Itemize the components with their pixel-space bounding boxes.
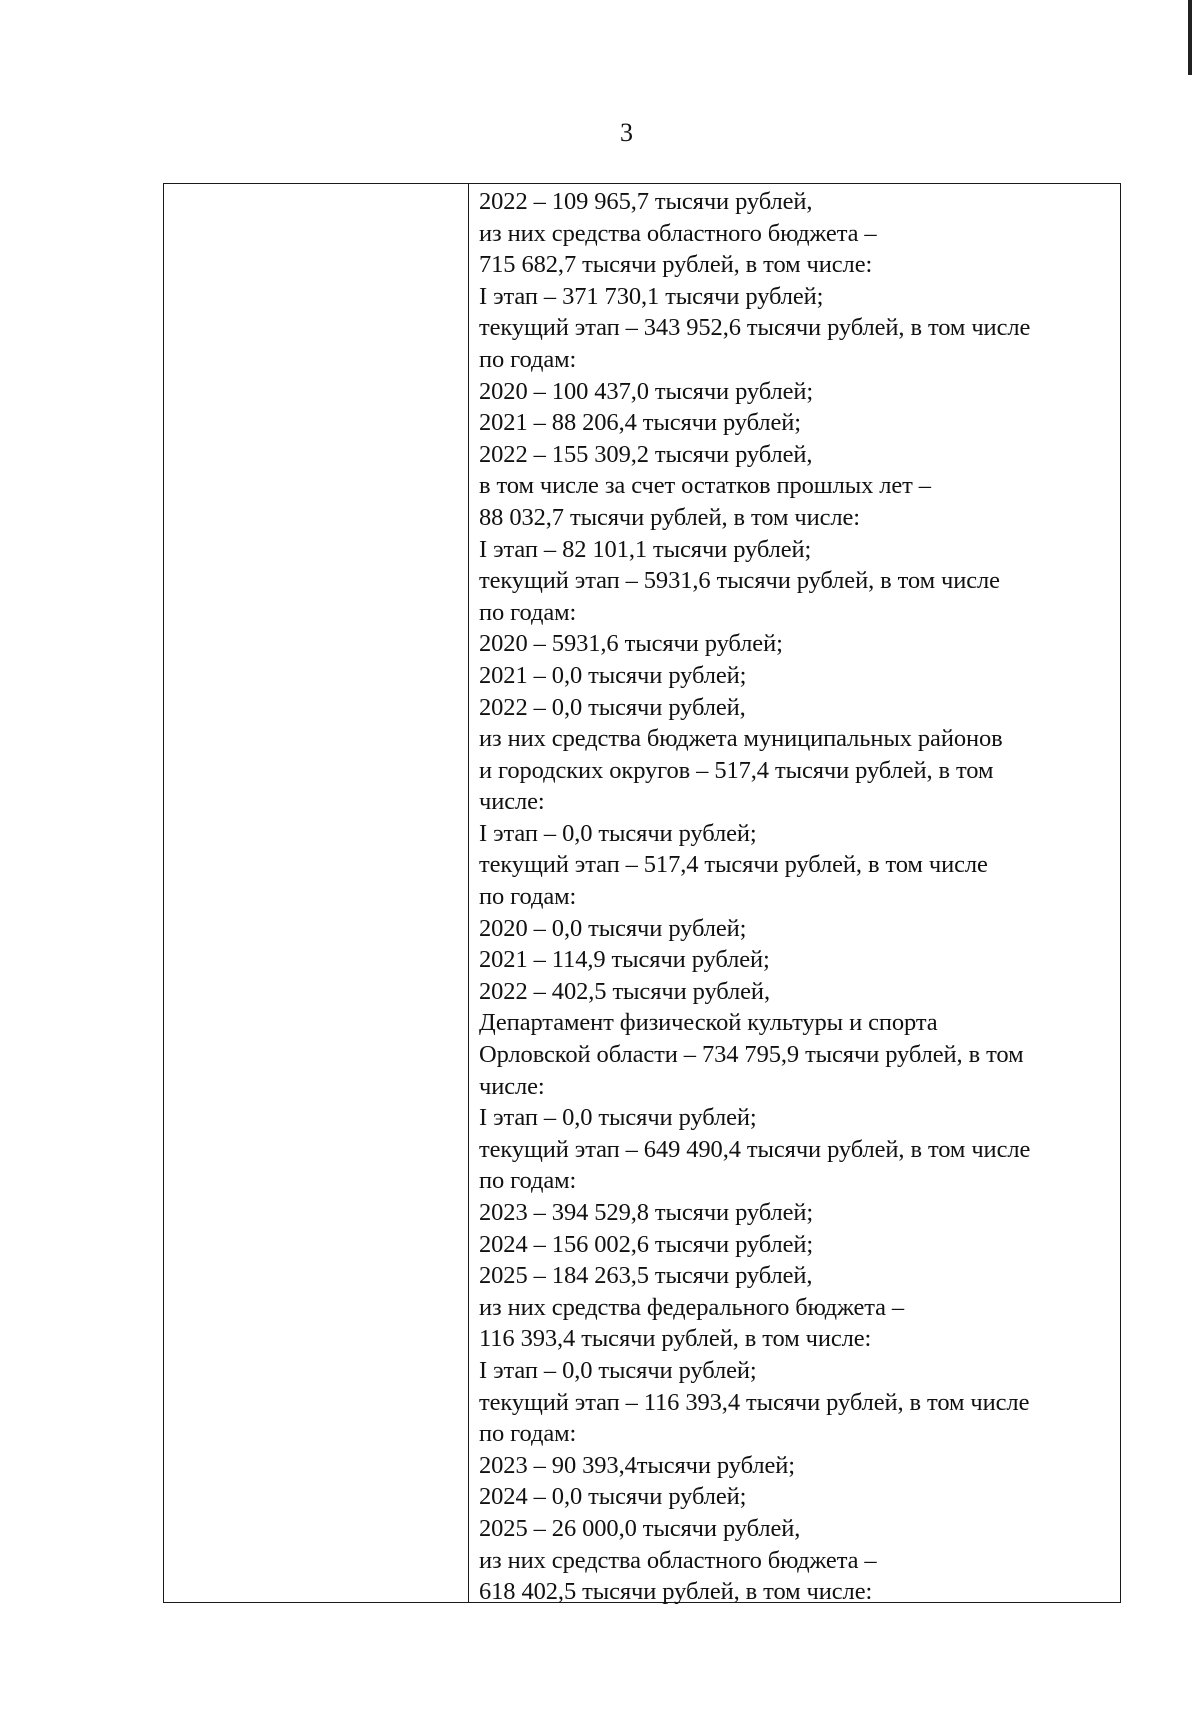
text-line: I этап – 0,0 тысячи рублей; <box>479 1356 757 1384</box>
text-line: 2024 – 156 002,6 тысячи рублей; <box>479 1230 814 1258</box>
text-line: текущий этап – 343 952,6 тысячи рублей, в том числе <box>479 314 1031 342</box>
text-line: 618 402,5 тысячи рублей, в том числе: <box>479 1578 873 1606</box>
text-line: 2023 – 90 393,4тысячи рублей; <box>479 1451 795 1479</box>
text-line: 2025 – 184 263,5 тысячи рублей, <box>479 1262 813 1290</box>
text-line: 2025 – 26 000,0 тысячи рублей, <box>479 1514 801 1542</box>
text-line: 2022 – 109 965,7 тысячи рублей, <box>479 188 813 215</box>
text-line: 2022 – 155 309,2 тысячи рублей, <box>479 440 813 468</box>
text-line: 2022 – 402,5 тысячи рублей, <box>479 977 770 1005</box>
text-line: и городских округов – 517,4 тысячи рублей, в том <box>479 756 994 784</box>
text-line: текущий этап – 116 393,4 тысячи рублей, в том числе <box>479 1388 1030 1416</box>
table-left-cell <box>164 184 469 1602</box>
text-line: по годам: <box>479 598 577 626</box>
text-line: текущий этап – 5931,6 тысячи рублей, в том числе <box>479 567 1000 595</box>
text-line: по годам: <box>479 1420 577 1448</box>
text-line: в том числе за счет остатков прошлых лет – <box>479 472 931 500</box>
text-line: Департамент физической культуры и спорта <box>479 1009 938 1037</box>
text-line: числе: <box>479 788 545 816</box>
text-line: Орловской области – 734 795,9 тысячи рублей, в том <box>479 1041 1024 1069</box>
scan-edge-mark <box>1188 0 1192 75</box>
text-line: I этап – 0,0 тысячи рублей; <box>479 1104 757 1132</box>
text-line: числе: <box>479 1072 545 1100</box>
table-right-cell <box>469 184 1120 1606</box>
text-line: по годам: <box>479 345 577 373</box>
text-line: I этап – 371 730,1 тысячи рублей; <box>479 282 824 310</box>
text-line: I этап – 0,0 тысячи рублей; <box>479 819 757 847</box>
text-line: 2020 – 100 437,0 тысячи рублей; <box>479 377 814 405</box>
text-line: из них средства областного бюджета – <box>479 219 877 247</box>
text-line: 2023 – 394 529,8 тысячи рублей; <box>479 1199 814 1226</box>
text-line: 2021 – 114,9 тысячи рублей; <box>479 946 770 974</box>
text-line: 2020 – 5931,6 тысячи рублей; <box>479 630 783 658</box>
text-line: 88 032,7 тысячи рублей, в том числе: <box>479 503 861 531</box>
text-line: по годам: <box>479 1167 577 1195</box>
text-line: по годам: <box>479 883 577 911</box>
text-line: 2021 – 88 206,4 тысячи рублей; <box>479 409 801 437</box>
text-line: 116 393,4 тысячи рублей, в том числе: <box>479 1325 872 1353</box>
text-line: 2021 – 0,0 тысячи рублей; <box>479 661 747 689</box>
text-line: из них средства бюджета муниципальных районов <box>479 725 1003 753</box>
funding-table <box>163 183 1121 1606</box>
text-line: из них средства областного бюджета – <box>479 1546 877 1574</box>
page-number: 3 <box>620 118 633 147</box>
text-line: 715 682,7 тысячи рублей, в том числе: <box>479 251 873 279</box>
text-line: 2022 – 0,0 тысячи рублей, <box>479 693 746 721</box>
text-line: текущий этап – 517,4 тысячи рублей, в том числе <box>479 851 988 879</box>
text-line: 2024 – 0,0 тысячи рублей; <box>479 1483 747 1511</box>
text-line: 2020 – 0,0 тысячи рублей; <box>479 914 747 942</box>
text-line: текущий этап – 649 490,4 тысячи рублей, в том числе <box>479 1135 1031 1163</box>
text-line: из них средства федерального бюджета – <box>479 1293 905 1321</box>
text-line: I этап – 82 101,1 тысячи рублей; <box>479 535 812 563</box>
